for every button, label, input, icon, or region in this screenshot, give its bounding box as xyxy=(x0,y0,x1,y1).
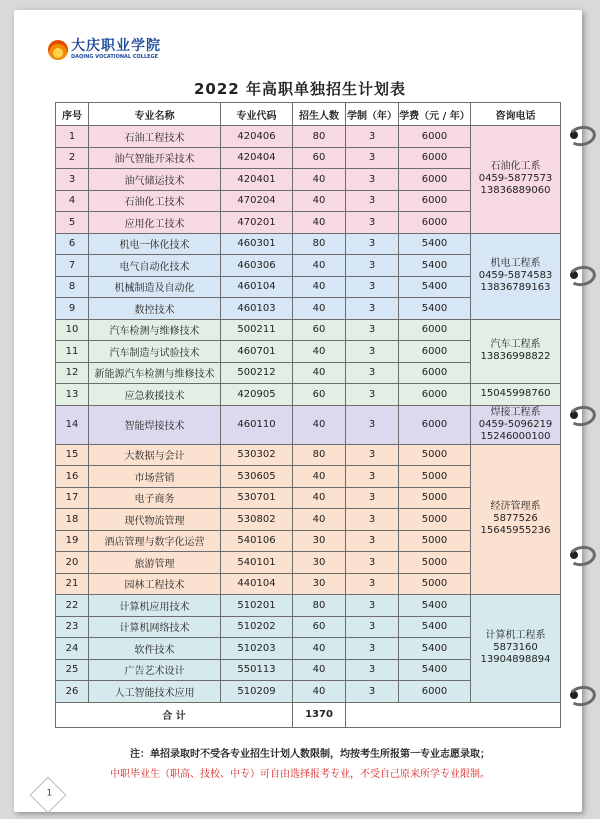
contact-line: 0459-5877573 xyxy=(478,173,553,185)
table-row xyxy=(56,319,561,341)
table-row xyxy=(56,405,561,444)
row-no: 2 xyxy=(56,147,89,169)
row-years: 3 xyxy=(346,681,399,703)
table-row xyxy=(56,384,561,406)
row-years: 3 xyxy=(346,362,399,384)
row-count: 80 xyxy=(293,444,346,466)
contact-cell xyxy=(471,595,561,703)
contact-line: 13836889060 xyxy=(480,185,551,197)
total-value: 1370 xyxy=(293,702,346,727)
row-major: 大数据与会计 xyxy=(89,444,221,466)
contact-line: 13836998822 xyxy=(480,351,551,363)
contact-line: 汽车工程系 xyxy=(490,339,541,351)
row-no: 11 xyxy=(56,341,89,363)
contact-cell xyxy=(471,444,561,595)
row-years: 3 xyxy=(346,169,399,191)
row-count: 80 xyxy=(293,595,346,617)
row-fee: 5000 xyxy=(399,530,471,552)
row-major: 人工智能技术应用 xyxy=(89,681,221,703)
row-count: 40 xyxy=(293,638,346,660)
header-no: 序号 xyxy=(56,103,89,126)
college-name-en: DAQING VOCATIONAL COLLEGE xyxy=(71,54,159,60)
contact-line: 经济管理系 xyxy=(490,501,541,513)
row-years: 3 xyxy=(346,319,399,341)
row-fee: 5000 xyxy=(399,552,471,574)
row-code: 540106 xyxy=(221,530,293,552)
row-code: 460301 xyxy=(221,233,293,255)
row-no: 12 xyxy=(56,362,89,384)
college-logo xyxy=(48,38,161,66)
row-no: 20 xyxy=(56,552,89,574)
row-count: 30 xyxy=(293,573,346,595)
contact-line: 焊接工程系 xyxy=(490,406,541,418)
row-major: 电子商务 xyxy=(89,487,221,509)
row-code: 420401 xyxy=(221,169,293,191)
row-years: 3 xyxy=(346,190,399,212)
row-count: 40 xyxy=(293,298,346,320)
header-major: 专业名称 xyxy=(89,103,221,126)
row-years: 3 xyxy=(346,595,399,617)
row-fee: 5400 xyxy=(399,638,471,660)
row-major: 数控技术 xyxy=(89,298,221,320)
row-count: 40 xyxy=(293,190,346,212)
row-no: 26 xyxy=(56,681,89,703)
row-code: 470201 xyxy=(221,212,293,234)
row-count: 40 xyxy=(293,276,346,298)
row-count: 30 xyxy=(293,552,346,574)
row-fee: 5000 xyxy=(399,509,471,531)
college-name-cn: 大庆职业学院 xyxy=(71,38,161,54)
row-code: 510203 xyxy=(221,638,293,660)
row-no: 19 xyxy=(56,530,89,552)
row-no: 15 xyxy=(56,444,89,466)
row-code: 510209 xyxy=(221,681,293,703)
row-fee: 5000 xyxy=(399,573,471,595)
row-years: 3 xyxy=(346,638,399,660)
row-major: 机械制造及自动化 xyxy=(89,276,221,298)
row-fee: 5000 xyxy=(399,444,471,466)
row-count: 40 xyxy=(293,681,346,703)
row-major: 汽车制造与试验技术 xyxy=(89,341,221,363)
header-contact: 咨询电话 xyxy=(471,103,561,126)
row-code: 460701 xyxy=(221,341,293,363)
row-count: 80 xyxy=(293,233,346,255)
row-no: 10 xyxy=(56,319,89,341)
row-code: 420406 xyxy=(221,126,293,148)
row-years: 3 xyxy=(346,147,399,169)
contact-line: 5877526 xyxy=(493,513,538,525)
row-years: 3 xyxy=(346,573,399,595)
row-fee: 6000 xyxy=(399,319,471,341)
row-no: 1 xyxy=(56,126,89,148)
contact-line: 15645955236 xyxy=(480,525,551,537)
row-years: 3 xyxy=(346,659,399,681)
row-major: 现代物流管理 xyxy=(89,509,221,531)
row-code: 530605 xyxy=(221,466,293,488)
row-fee: 6000 xyxy=(399,341,471,363)
header-fee: 学费（元 / 年） xyxy=(399,103,471,126)
contact-cell xyxy=(471,384,561,406)
row-major: 机电一体化技术 xyxy=(89,233,221,255)
row-years: 3 xyxy=(346,444,399,466)
row-major: 应用化工技术 xyxy=(89,212,221,234)
row-no: 8 xyxy=(56,276,89,298)
row-count: 40 xyxy=(293,405,346,444)
row-code: 530302 xyxy=(221,444,293,466)
college-emblem-icon xyxy=(48,40,68,60)
row-no: 7 xyxy=(56,255,89,277)
header-code: 专业代码 xyxy=(221,103,293,126)
row-count: 40 xyxy=(293,341,346,363)
row-fee: 6000 xyxy=(399,212,471,234)
row-count: 40 xyxy=(293,212,346,234)
row-no: 21 xyxy=(56,573,89,595)
row-fee: 6000 xyxy=(399,405,471,444)
row-fee: 6000 xyxy=(399,362,471,384)
row-years: 3 xyxy=(346,509,399,531)
row-major: 电气自动化技术 xyxy=(89,255,221,277)
row-no: 22 xyxy=(56,595,89,617)
row-code: 500211 xyxy=(221,319,293,341)
row-code: 420905 xyxy=(221,384,293,406)
page-number: 1 xyxy=(46,788,53,799)
row-no: 16 xyxy=(56,466,89,488)
row-no: 4 xyxy=(56,190,89,212)
row-major: 市场营销 xyxy=(89,466,221,488)
row-code: 510201 xyxy=(221,595,293,617)
row-years: 3 xyxy=(346,466,399,488)
row-major: 软件技术 xyxy=(89,638,221,660)
row-code: 440104 xyxy=(221,573,293,595)
row-fee: 5400 xyxy=(399,255,471,277)
row-major: 汽车检测与维修技术 xyxy=(89,319,221,341)
contact-line: 13904898894 xyxy=(480,654,551,666)
note-line-1: 注：单招录取时不受各专业招生计划人数限制，均按考生所报第一专业志愿录取； xyxy=(130,749,490,760)
row-major: 计算机应用技术 xyxy=(89,595,221,617)
row-count: 40 xyxy=(293,659,346,681)
row-count: 60 xyxy=(293,147,346,169)
row-code: 550113 xyxy=(221,659,293,681)
row-no: 6 xyxy=(56,233,89,255)
row-years: 3 xyxy=(346,212,399,234)
row-major: 油气储运技术 xyxy=(89,169,221,191)
row-no: 17 xyxy=(56,487,89,509)
row-major: 智能焊接技术 xyxy=(89,405,221,444)
contact-line: 机电工程系 xyxy=(490,258,541,269)
row-count: 80 xyxy=(293,126,346,148)
row-major: 应急救援技术 xyxy=(89,384,221,406)
row-fee: 6000 xyxy=(399,169,471,191)
row-count: 40 xyxy=(293,487,346,509)
row-code: 460103 xyxy=(221,298,293,320)
row-count: 30 xyxy=(293,530,346,552)
row-fee: 5000 xyxy=(399,466,471,488)
note-line-2: 中职毕业生（职高、技校、中专）可自由选择报考专业，不受自己原来所学专业限制。 xyxy=(110,769,490,780)
contact-line: 13836789163 xyxy=(480,282,551,293)
row-code: 460104 xyxy=(221,276,293,298)
row-code: 500212 xyxy=(221,362,293,384)
row-fee: 5400 xyxy=(399,298,471,320)
row-years: 3 xyxy=(346,233,399,255)
row-no: 5 xyxy=(56,212,89,234)
contact-line: 0459-5874583 xyxy=(478,270,553,281)
row-code: 530701 xyxy=(221,487,293,509)
row-major: 石油化工技术 xyxy=(89,190,221,212)
row-years: 3 xyxy=(346,276,399,298)
header-years: 学制（年） xyxy=(346,103,399,126)
contact-cell xyxy=(471,126,561,234)
row-no: 18 xyxy=(56,509,89,531)
contact-line: 15045998760 xyxy=(480,388,551,400)
row-fee: 5400 xyxy=(399,595,471,617)
row-major: 计算机网络技术 xyxy=(89,616,221,638)
row-count: 40 xyxy=(293,362,346,384)
row-no: 13 xyxy=(56,384,89,406)
header-count: 招生人数 xyxy=(293,103,346,126)
row-code: 460110 xyxy=(221,405,293,444)
row-no: 14 xyxy=(56,405,89,444)
contact-line: 15246000100 xyxy=(480,430,551,442)
row-years: 3 xyxy=(346,405,399,444)
row-count: 40 xyxy=(293,169,346,191)
row-count: 60 xyxy=(293,384,346,406)
row-fee: 5400 xyxy=(399,659,471,681)
row-major: 新能源汽车检测与维修技术 xyxy=(89,362,221,384)
table-row xyxy=(56,126,561,148)
row-fee: 6000 xyxy=(399,190,471,212)
row-code: 470204 xyxy=(221,190,293,212)
row-years: 3 xyxy=(346,530,399,552)
row-major: 油气智能开采技术 xyxy=(89,147,221,169)
row-fee: 5000 xyxy=(399,487,471,509)
row-years: 3 xyxy=(346,126,399,148)
row-years: 3 xyxy=(346,341,399,363)
row-no: 9 xyxy=(56,298,89,320)
table-header-row xyxy=(56,103,561,126)
row-no: 23 xyxy=(56,616,89,638)
contact-cell xyxy=(471,233,561,319)
row-no: 3 xyxy=(56,169,89,191)
contact-line: 5873160 xyxy=(493,642,538,654)
row-years: 3 xyxy=(346,384,399,406)
total-row xyxy=(56,702,561,727)
row-years: 3 xyxy=(346,487,399,509)
contact-line: 0459-5096219 xyxy=(478,418,553,430)
row-years: 3 xyxy=(346,552,399,574)
contact-line: 计算机工程系 xyxy=(485,630,546,642)
row-no: 24 xyxy=(56,638,89,660)
row-code: 510202 xyxy=(221,616,293,638)
row-no: 25 xyxy=(56,659,89,681)
row-fee: 6000 xyxy=(399,126,471,148)
row-count: 60 xyxy=(293,319,346,341)
row-count: 60 xyxy=(293,616,346,638)
contact-cell xyxy=(471,405,561,444)
row-fee: 5400 xyxy=(399,616,471,638)
row-fee: 6000 xyxy=(399,681,471,703)
row-years: 3 xyxy=(346,255,399,277)
row-major: 酒店管理与数字化运营 xyxy=(89,530,221,552)
enrollment-plan-table xyxy=(55,102,561,728)
row-code: 530802 xyxy=(221,509,293,531)
row-major: 广告艺术设计 xyxy=(89,659,221,681)
total-label: 合 计 xyxy=(56,702,293,727)
row-major: 石油工程技术 xyxy=(89,126,221,148)
row-fee: 5400 xyxy=(399,233,471,255)
row-fee: 6000 xyxy=(399,147,471,169)
row-fee: 6000 xyxy=(399,384,471,406)
table-row xyxy=(56,233,561,255)
contact-cell xyxy=(471,319,561,384)
page-title: 2022 年高职单独招生计划表 xyxy=(194,80,406,98)
row-major: 旅游管理 xyxy=(89,552,221,574)
row-code: 540101 xyxy=(221,552,293,574)
row-count: 40 xyxy=(293,466,346,488)
row-years: 3 xyxy=(346,616,399,638)
row-count: 40 xyxy=(293,255,346,277)
row-code: 420404 xyxy=(221,147,293,169)
row-fee: 5400 xyxy=(399,276,471,298)
row-years: 3 xyxy=(346,298,399,320)
contact-line: 石油化工系 xyxy=(490,161,541,173)
row-code: 460306 xyxy=(221,255,293,277)
table-row xyxy=(56,444,561,466)
row-major: 园林工程技术 xyxy=(89,573,221,595)
row-count: 40 xyxy=(293,509,346,531)
table-row xyxy=(56,595,561,617)
